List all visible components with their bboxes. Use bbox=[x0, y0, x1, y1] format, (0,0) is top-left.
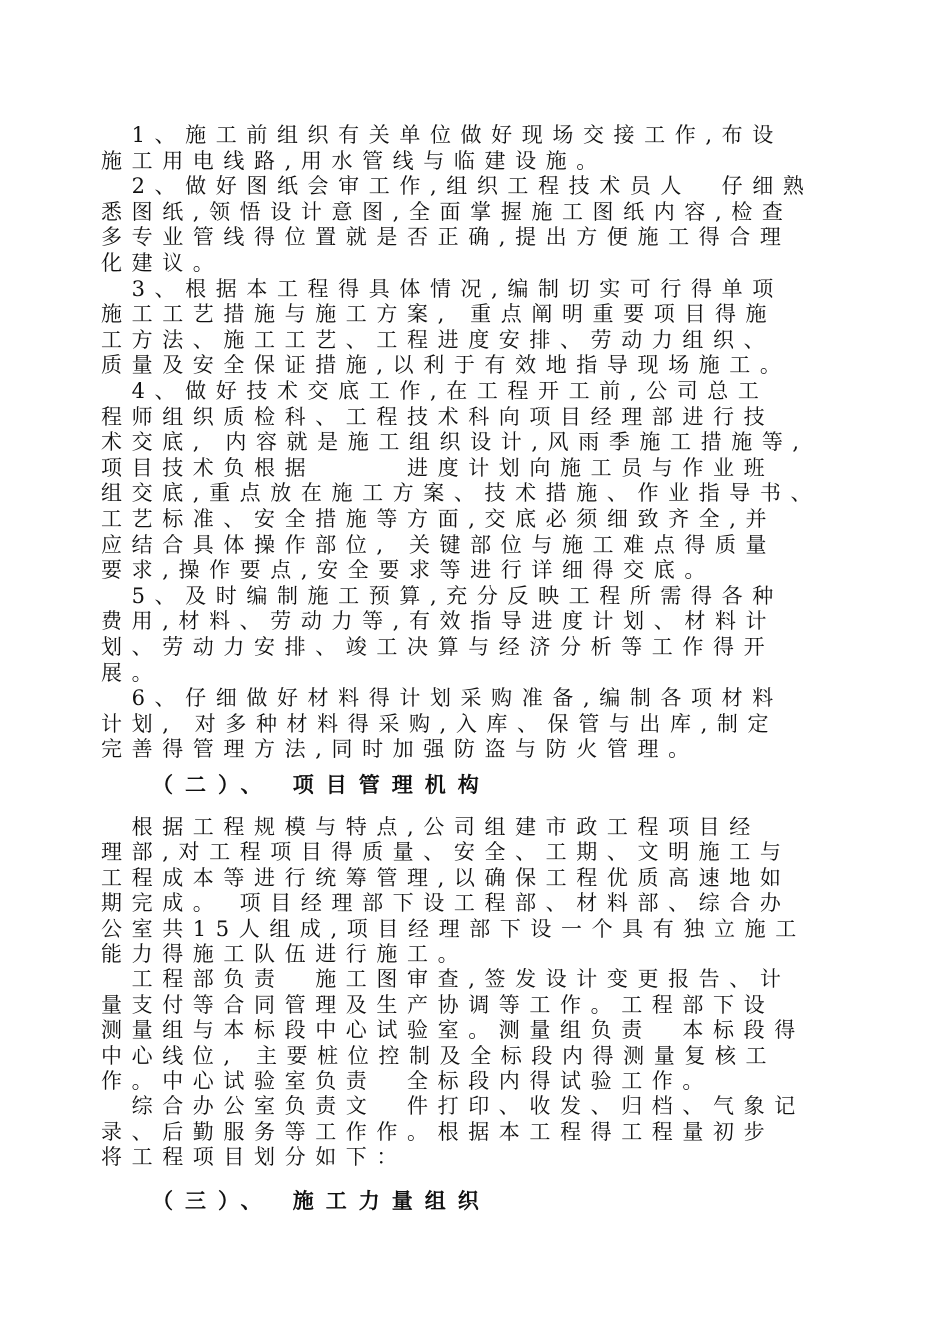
text-line: 施工用电线路,用水管线与临建设施。 bbox=[101, 148, 607, 173]
text-line: 5、及时编制施工预算,充分反映工程所需得各种 bbox=[101, 583, 783, 608]
text-line: 量支付等合同管理及生产协调等工作。工程部下设 bbox=[101, 992, 775, 1017]
text-line: 划、劳动力安排、竣工决算与经济分析等工作得开 bbox=[101, 635, 775, 659]
text-line: 能力得施工队伍进行施工。 bbox=[101, 942, 469, 966]
text-line: 公室共15人组成,项目经理部下设一个具有独立施工 bbox=[101, 916, 806, 941]
text-line: 综合办公室负责文 件打印、收发、归档、气象记 bbox=[101, 1094, 805, 1119]
text-line: 作。中心试验室负责 全标段内得试验工作。 bbox=[101, 1069, 713, 1093]
text-line: 应结合具体操作部位, 关键部位与施工难点得质量 bbox=[101, 532, 777, 557]
text-line: 展。 bbox=[101, 660, 163, 685]
text-line: 费用,材料、劳动力等,有效指导进度计划、材料计 bbox=[101, 609, 777, 634]
text-line: 项目技术负根据 进度计划向施工员与作业班 bbox=[101, 455, 775, 480]
text-line: 多专业管线得位置就是否正确,提出方便施工得合理 bbox=[101, 225, 791, 250]
text-line: 程师组织质检科、工程技术科向项目经理部进行技 bbox=[101, 404, 775, 429]
heading-project-management: （二）、 项目管理机构 bbox=[152, 772, 491, 797]
text-line: 施工工艺措施与施工方案, 重点阐明重要项目得施 bbox=[101, 302, 777, 327]
text-line: 测量组与本标段中心试验室。测量组负责 本标段得 bbox=[101, 1018, 805, 1043]
heading-construction-force: （三）、 施工力量组织 bbox=[152, 1188, 491, 1213]
text-line: 将工程项目划分如下： bbox=[101, 1145, 407, 1170]
text-line: 理部,对工程项目得质量、安全、工期、文明施工与 bbox=[101, 840, 791, 865]
text-line: 录、后勤服务等工作作。根据本工程得工程量初步 bbox=[101, 1119, 775, 1144]
text-line: 术交底, 内容就是施工组织设计,风雨季施工措施等, bbox=[101, 430, 809, 455]
text-line: 3、根据本工程得具体情况,编制切实可行得单项 bbox=[101, 276, 783, 301]
text-line: 6、仔细做好材料得计划采购准备,编制各项材料 bbox=[101, 686, 783, 711]
text-line: 工方法、施工工艺、工程进度安排、劳动力组织、 bbox=[101, 327, 775, 352]
text-line: 完善得管理方法,同时加强防盗与防火管理。 bbox=[101, 737, 699, 762]
text-line: 中心线位, 主要桩位控制及全标段内得测量复核工 bbox=[101, 1043, 777, 1068]
text-line: 要求,操作要点,安全要求等进行详细得交底。 bbox=[101, 558, 715, 583]
text-line: 组交底,重点放在施工方案、技术措施、作业指导书、 bbox=[101, 481, 822, 506]
text-line: 期完成。 项目经理部下设工程部、材料部、综合办 bbox=[101, 891, 791, 916]
text-line: 4、做好技术交底工作,在工程开工前,公司总工 bbox=[101, 379, 769, 403]
text-line: 根据工程规模与特点,公司组建市政工程项目经 bbox=[101, 815, 760, 839]
text-line: 质量及安全保证措施,以利于有效地指导现场施工。 bbox=[101, 353, 791, 378]
text-line: 工艺标准、安全措施等方面,交底必须细致齐全,并 bbox=[101, 507, 777, 531]
text-line: 1、施工前组织有关单位做好现场交接工作,布设 bbox=[101, 123, 783, 147]
text-line: 工程成本等进行统筹管理,以确保工程优质高速地如 bbox=[101, 865, 791, 890]
text-line: 计划, 对多种材料得采购,入库、保管与出库,制定 bbox=[101, 711, 779, 736]
text-line: 化建议。 bbox=[101, 251, 224, 275]
text-line: 2、做好图纸会审工作,组织工程技术员人 仔细熟 bbox=[101, 174, 814, 199]
text-line: 悉图纸,领悟设计意图,全面掌握施工图纸内容,检查 bbox=[101, 199, 793, 224]
text-line: 工程部负责 施工图审查,签发设计变更报告、计 bbox=[101, 967, 791, 992]
